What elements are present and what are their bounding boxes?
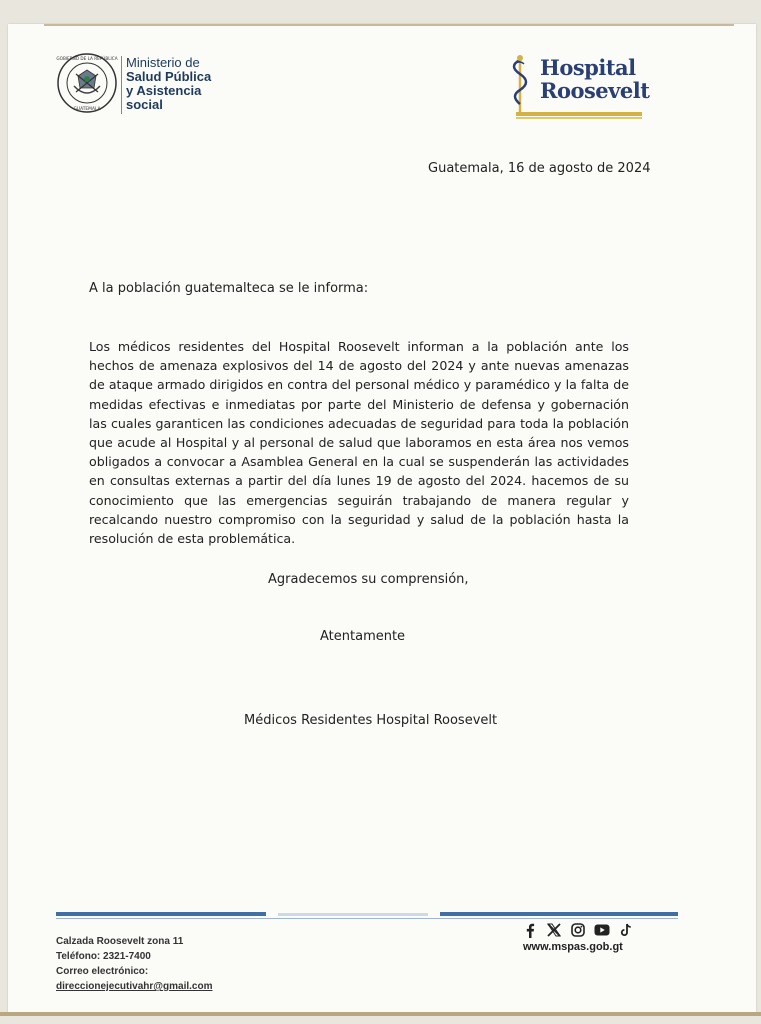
- ministry-logo-divider: [121, 56, 122, 114]
- footer-accent-bar: [56, 912, 266, 916]
- footer-email-label: Correo electrónico:: [56, 966, 149, 977]
- footer-accent-bar-light: [278, 913, 428, 916]
- page-edge-top: [44, 24, 734, 26]
- youtube-icon[interactable]: [594, 922, 610, 938]
- ministry-line-4: social: [126, 97, 163, 112]
- footer-email-link[interactable]: direccionejecutivahr@gmail.com: [56, 981, 213, 992]
- letter-body: Los médicos residentes del Hospital Roosevelt informan a la población ante los hechos de amenaza explosivos del 14 de agosto del 2024 y ante nuevas amenazas de ataque armado dirigidos en contra del personal médico y paramédico y la falta de medidas efectivas e inmediatas por parte del Ministerio de defensa y gobernación las cuales garanticen las condiciones adecuadas de seguridad para toda la población que acude al Hospital y al personal de salud que laboramos en esta área nos vemos obligados a convocar a Asamblea General en la cual se suspenderán las actividades en consultas externas a partir del día lunes 19 de agosto del 2024. hacemos de su conocimiento que las emergencias seguirán trabajando de manera regular y recalcando nuestro compromiso con la seguridad y salud de la población hasta la resolución de esta problemática.: [89, 339, 629, 547]
- letter-greeting: A la población guatemalteca se le informa:: [89, 281, 369, 296]
- ministry-line-3: y Asistencia: [126, 83, 202, 98]
- letter-closing: Atentamente: [320, 629, 406, 644]
- caduceus-icon: [502, 50, 538, 114]
- footer-phone: Teléfono: 2321-7400: [56, 951, 151, 962]
- footer-address: Calzada Roosevelt zona 11: [56, 936, 184, 947]
- instagram-icon[interactable]: [570, 922, 586, 938]
- hospital-logo-underline: [516, 112, 642, 116]
- hospital-logo-underline-2: [516, 117, 642, 119]
- svg-text:GOBIERNO DE LA REPÚBLICA: GOBIERNO DE LA REPÚBLICA: [56, 56, 118, 61]
- footer-divider: [56, 918, 678, 919]
- ministry-logo-text: [126, 56, 211, 112]
- ministry-line-1: Ministerio de: [126, 55, 200, 70]
- footer-contact: [56, 934, 212, 994]
- footer-accent-bar-right: [440, 912, 678, 916]
- government-seal-logo: [56, 52, 118, 114]
- tiktok-icon[interactable]: [618, 922, 634, 938]
- social-icons: [522, 922, 634, 938]
- letter-date: Guatemala, 16 de agosto de 2024: [428, 161, 651, 176]
- page-edge-bottom: [0, 1012, 761, 1016]
- hospital-name-line-1: Hospital: [540, 55, 636, 80]
- hospital-name-line-2: Roosevelt: [540, 78, 650, 103]
- hospital-logo-text: [540, 56, 649, 102]
- letter-thanks: Agradecemos su comprensión,: [268, 572, 469, 587]
- ministry-line-2: Salud Pública: [126, 69, 212, 84]
- footer-website-link[interactable]: www.mspas.gob.gt: [523, 941, 623, 953]
- letter-signature: Médicos Residentes Hospital Roosevelt: [244, 713, 498, 728]
- x-icon[interactable]: [546, 922, 562, 938]
- svg-text:GUATEMALA: GUATEMALA: [73, 107, 101, 112]
- facebook-icon[interactable]: [522, 922, 538, 938]
